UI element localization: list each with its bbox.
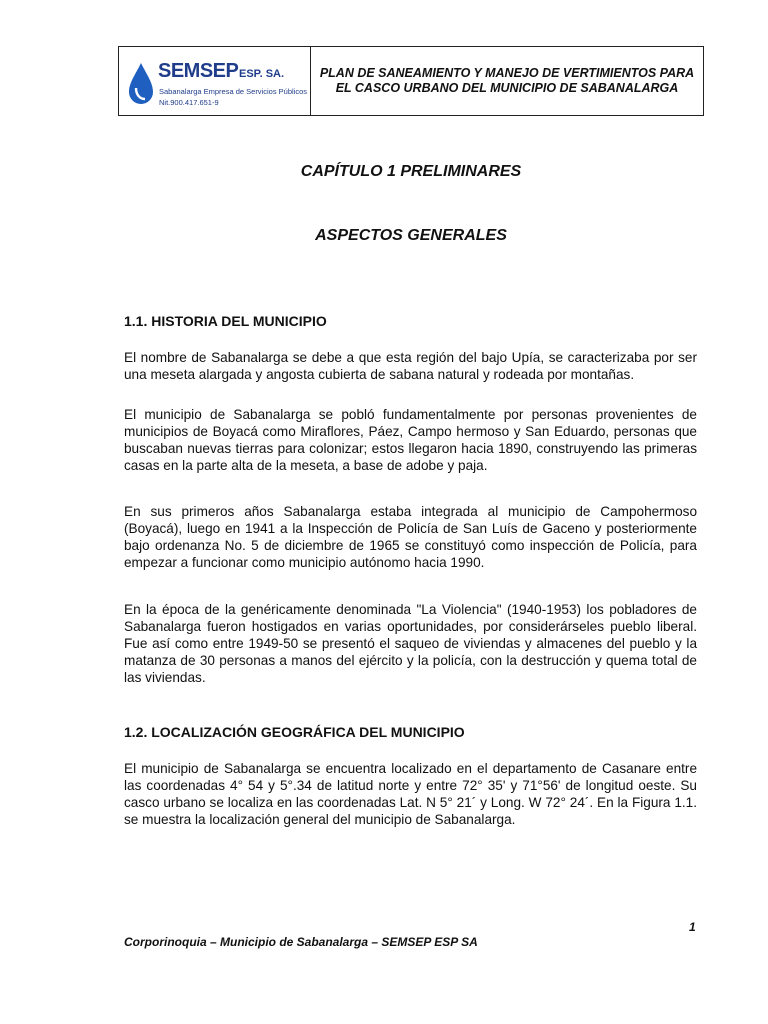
section-heading-location: 1.2. LOCALIZACIÓN GEOGRÁFICA DEL MUNICIPIO bbox=[124, 724, 465, 740]
logo-suffix: ESP. SA. bbox=[239, 68, 285, 80]
document-header bbox=[118, 46, 704, 116]
paragraph: En la época de la genéricamente denominada "La Violencia" (1940-1953) los pobladores de Sabanalarga fueron hostigados en varias oportunidades, por considerárseles pueblo liberal. Fue así como entre 1949-50 se presentó el saqueo de viviendas y almacenes del pueblo y la matanza de 30 personas a manos del ejército y la policía, con la destrucción y quema total de las viviendas. bbox=[124, 602, 697, 685]
section-subtitle: ASPECTOS GENERALES bbox=[315, 227, 507, 244]
paragraph: El municipio de Sabanalarga se encuentra localizado en el departamento de Casanare entre las coordenadas 4° 54 y 5°.34 de latitud norte y entre 72° 35' y 71°56' de longitud oeste. Su casco urbano se localiza en las coordenadas Lat. N 5° 21´ y Long. W 72° 24´. En la Figura 1.1. se muestra la localización general del municipio de Sabanalarga. bbox=[124, 761, 697, 827]
document-title bbox=[311, 47, 703, 115]
paragraph: En sus primeros años Sabanalarga estaba integrada al municipio de Campohermoso (Boyacá), luego en 1941 a la Inspección de Policía de San Luís de Gaceno y posteriormente bajo ordenanza No. 5 de diciembre de 1965 se constituyó como inspección de Policía, para empezar a funcionar como municipio autónomo hacia 1990. bbox=[124, 504, 697, 570]
water-drop-icon bbox=[126, 61, 156, 107]
paragraph: El municipio de Sabanalarga se pobló fundamentalmente por personas provenientes de municipios de Boyacá como Miraflores, Páez, Campo hermoso y San Eduardo, personas que buscaban nuevas tierras para colonizar; estos llegaron hacia 1890, construyendo las primeras casas en la parte alta de la meseta, a base de adobe y paja. bbox=[124, 407, 697, 473]
logo-nit: Nit.900.417.651-9 bbox=[159, 98, 219, 107]
document-title-line-1: PLAN DE SANEAMIENTO Y MANEJO DE VERTIMIENTOS PARA bbox=[319, 66, 695, 80]
chapter-title: CAPÍTULO 1 PRELIMINARES bbox=[300, 163, 522, 180]
company-logo bbox=[119, 47, 311, 115]
document-title-line-2: EL CASCO URBANO DEL MUNICIPIO DE SABANALARGA bbox=[335, 81, 679, 95]
page-number: 1 bbox=[689, 920, 696, 934]
page-footer: Corporinoquia – Municipio de Sabanalarga – SEMSEP ESP SA bbox=[124, 935, 478, 949]
paragraph: El nombre de Sabanalarga se debe a que esta región del bajo Upía, se caracterizaba por ser una meseta alargada y angosta cubierta de sabana natural y rodeada por montañas. bbox=[124, 350, 697, 382]
logo-tagline: Sabanalarga Empresa de Servicios Públicos bbox=[159, 87, 307, 96]
logo-name: SEMSEP bbox=[158, 60, 239, 82]
section-heading-history: 1.1. HISTORIA DEL MUNICIPIO bbox=[124, 313, 327, 329]
